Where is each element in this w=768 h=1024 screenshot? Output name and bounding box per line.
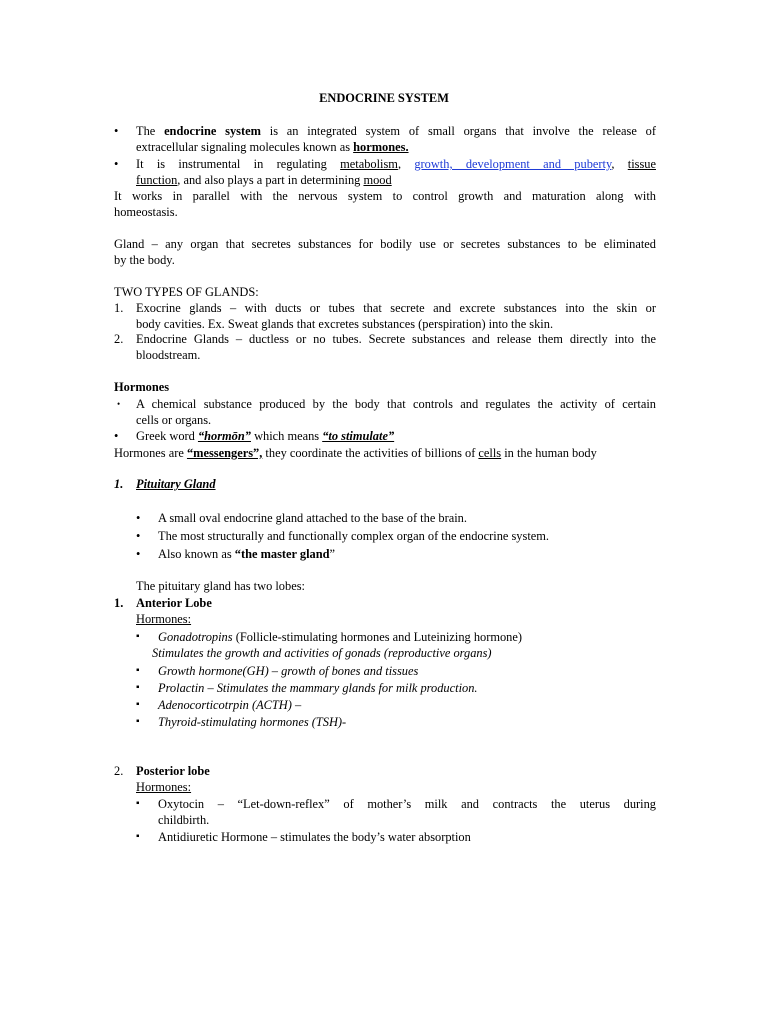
text: extracellular signaling molecules known as <box>136 140 354 154</box>
endocrine-line-1: Endocrine Glands – ductless or no tubes. Secrete substances and release them directly into the <box>136 332 656 346</box>
hormones-def-line-2: cells or organs. <box>136 413 212 427</box>
list-number: 1. <box>114 301 124 315</box>
term-messengers: “messengers”, <box>186 446 263 460</box>
posterior-hormone-1-line-2: childbirth. <box>158 813 210 827</box>
gland-definition-line-2: by the body. <box>114 253 175 267</box>
bullet-icon: • <box>114 124 119 138</box>
anterior-hormone-1 <box>158 629 522 645</box>
bullet-icon: • <box>114 157 119 171</box>
posterior-hormone-1-line-1: Oxytocin – “Let-down-reflex” of mother’s milk and contracts the uterus during <box>158 797 656 811</box>
bullet-icon: • <box>136 511 141 525</box>
text: , and also plays a part in determining <box>177 173 364 187</box>
intro-bullet-1-line-1 <box>136 123 656 139</box>
pituitary-bullet-3 <box>158 546 335 562</box>
lobes-intro: The pituitary gland has two lobes: <box>136 579 305 593</box>
bullet-icon: • <box>114 429 119 443</box>
text: ” <box>329 547 336 561</box>
anterior-hormone-4: Adenocorticotrpin (ACTH) – <box>158 698 302 712</box>
term-master-gland: “the master gland <box>234 547 330 561</box>
intro-bullet-1-line-2 <box>136 139 409 155</box>
square-bullet-icon: ▪ <box>136 665 140 676</box>
hormones-def-line-1: A chemical substance produced by the body that controls and regulates the activity of certain <box>136 397 656 411</box>
text: Gonadotropins <box>158 630 233 644</box>
square-bullet-icon: ▪ <box>136 716 140 727</box>
hormones-heading: Hormones <box>114 380 170 394</box>
square-bullet-icon: ▪ <box>136 682 140 693</box>
link-tissue-function-cont[interactable]: function <box>136 173 178 187</box>
bullet-icon: • <box>136 547 141 561</box>
intro-paragraph-line-2: homeostasis. <box>114 205 178 219</box>
intro-bullet-2-line-1 <box>136 156 656 172</box>
anterior-heading: Anterior Lobe <box>136 596 212 610</box>
term-hormones: hormones. <box>353 140 409 154</box>
link-mood[interactable]: mood <box>363 173 392 187</box>
section-number: 1. <box>114 596 124 610</box>
text: in the human body <box>501 446 597 460</box>
term-to-stimulate: “to stimulate” <box>322 429 395 443</box>
page-title: ENDOCRINE SYSTEM <box>319 91 449 105</box>
types-heading: TWO TYPES OF GLANDS: <box>114 285 259 299</box>
endocrine-line-2: bloodstream. <box>136 348 201 362</box>
intro-bullet-2-line-2 <box>136 172 392 188</box>
text: Greek word <box>136 429 198 443</box>
text: Hormones are <box>114 446 187 460</box>
exocrine-line-1: Exocrine glands – with ducts or tubes that secrete and excrete substances into the skin or <box>136 301 656 315</box>
link-tissue-function[interactable]: tissue <box>627 157 656 171</box>
exocrine-line-2: body cavities. Ex. Sweat glands that excretes substances (perspiration) into the skin. <box>136 317 554 331</box>
text: is an integrated system of small organs that involve the release of <box>260 124 656 138</box>
text: which means <box>250 429 323 443</box>
text: , <box>397 157 415 171</box>
messengers-line <box>114 445 597 461</box>
anterior-hormone-3: Prolactin – Stimulates the mammary glands for milk production. <box>158 681 478 695</box>
pituitary-heading: Pituitary Gland <box>136 477 216 491</box>
posterior-hormone-2: Antidiuretic Hormone – stimulates the body’s water absorption <box>158 830 471 844</box>
anterior-subheading: Hormones: <box>136 612 192 626</box>
square-bullet-icon: ▪ <box>136 831 140 842</box>
anterior-hormone-1-desc: Stimulates the growth and activities of gonads (reproductive organs) <box>152 646 492 660</box>
greek-word-line <box>136 428 394 444</box>
square-bullet-icon: ▪ <box>136 631 140 642</box>
small-bullet-icon: • <box>117 399 121 409</box>
gland-definition-line-1: Gland – any organ that secretes substances for bodily use or secretes substances to be eliminated <box>114 237 656 251</box>
text: (Follicle-stimulating hormones and Luteinizing hormone) <box>232 630 522 644</box>
anterior-hormone-2: Growth hormone(GH) – growth of bones and tissues <box>158 664 419 678</box>
section-number: 2. <box>114 764 124 778</box>
square-bullet-icon: ▪ <box>136 699 140 710</box>
list-number: 2. <box>114 332 124 346</box>
text: they coordinate the activities of billions of <box>262 446 479 460</box>
term-endocrine-system: endocrine system <box>164 124 261 138</box>
posterior-subheading: Hormones: <box>136 780 192 794</box>
text: It is instrumental in regulating <box>136 157 341 171</box>
text: The <box>136 124 165 138</box>
text: , <box>611 157 628 171</box>
bullet-icon: • <box>136 529 141 543</box>
term-hormon: “hormōn” <box>197 429 251 443</box>
intro-paragraph-line-1: It works in parallel with the nervous system to control growth and maturation along with <box>114 189 656 203</box>
pituitary-bullet-2: The most structurally and functionally complex organ of the endocrine system. <box>158 529 550 543</box>
section-number: 1. <box>114 477 124 491</box>
link-metabolism[interactable]: metabolism <box>340 157 398 171</box>
link-cells[interactable]: cells <box>478 446 502 460</box>
text: Also known as <box>158 547 235 561</box>
link-growth-development-puberty[interactable]: growth, development and puberty <box>414 157 612 171</box>
pituitary-bullet-1: A small oval endocrine gland attached to the base of the brain. <box>158 511 467 525</box>
posterior-heading: Posterior lobe <box>136 764 210 778</box>
square-bullet-icon: ▪ <box>136 798 140 809</box>
anterior-hormone-5: Thyroid-stimulating hormones (TSH)- <box>158 715 347 729</box>
